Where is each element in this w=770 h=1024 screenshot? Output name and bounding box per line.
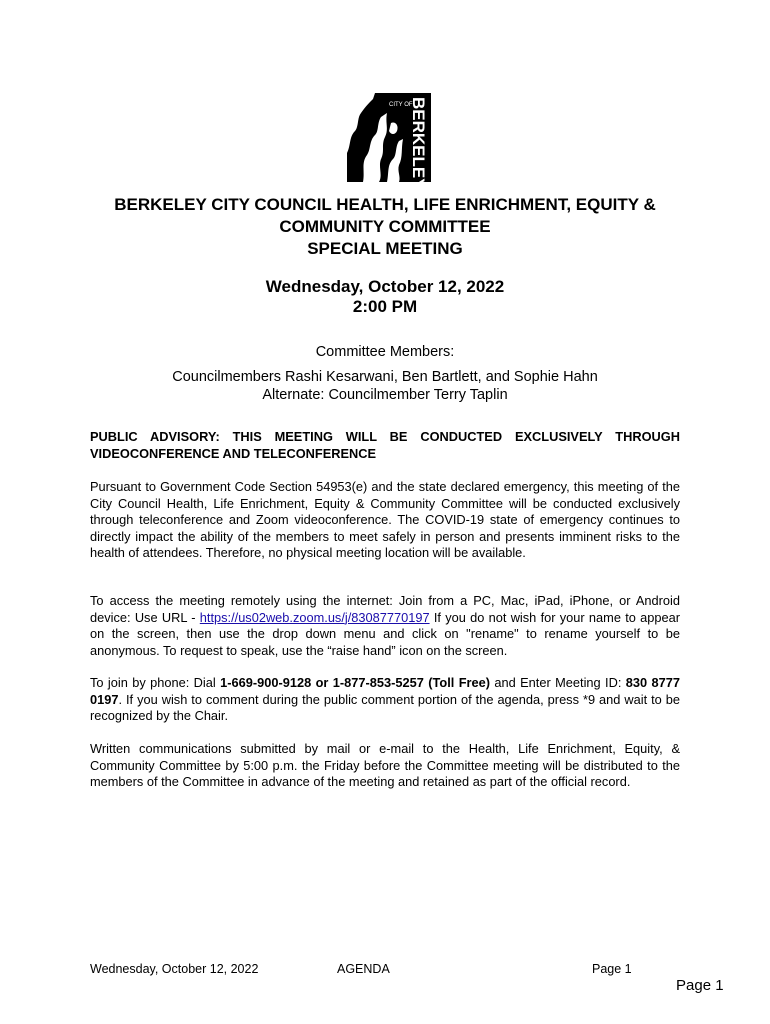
phone-intro: To join by phone: Dial	[90, 675, 221, 690]
meeting-id: 830 8777 0197	[90, 675, 681, 707]
zoom-meeting-link[interactable]: https://us02web.zoom.us/j/83087770197	[199, 609, 430, 625]
meeting-title-line2: COMMUNITY COMMITTEE	[279, 217, 491, 236]
logo-text-city-of: CITY OF	[389, 102, 413, 108]
paragraph-government-code: Pursuant to Government Code Section 54953(e) and the state declared emergency, this meeting of the City Council Health, Life Enrichment, Equity & Community Committee will be conducted exclusively through teleconference and Zoom videoconference. The COVID-19 state of emergency continues to directly impact the ability of the members to meet safely in person and presents imminent risks to the health of attendees. Therefore, no physical meeting location will be available.	[90, 479, 680, 561]
phone-middle: and Enter Meeting ID:	[490, 675, 626, 690]
logo-text-berkeley: BERKELEY	[409, 97, 428, 182]
committee-members-label: Committee Members:	[315, 344, 455, 360]
paragraph-remote-access	[90, 593, 680, 659]
paragraph-written-communications: Written communications submitted by mail or e-mail to the Health, Life Enrichment, Equity, & Community Committee by 5:00 p.m. the Friday before the Committee meeting will be distributed to the members of the Committee in advance of the meeting and retained as part of the official record.	[90, 741, 680, 790]
berkeley-logo-graphic	[343, 93, 431, 182]
meeting-time: 2:00 PM	[352, 297, 418, 316]
committee-alternate: Alternate: Councilmember Terry Taplin	[262, 387, 508, 403]
remote-access-instructions: If you do not wish for your name to appear on the screen, then use the drop down menu and click on "rename" to rename yourself to be anonymous. To request to speak, use the “raise hand” icon on the screen.	[90, 609, 680, 658]
city-of-berkeley-logo	[343, 93, 431, 182]
phone-numbers: 1-669-900-9128 or 1-877-853-5257 (Toll Free)	[220, 675, 490, 690]
footer-page: Page 1	[592, 962, 632, 976]
meeting-date: Wednesday, October 12, 2022	[265, 277, 505, 296]
committee-members-list: Councilmembers Rashi Kesarwani, Ben Bartlett, and Sophie Hahn	[172, 369, 598, 385]
public-advisory: PUBLIC ADVISORY: THIS MEETING WILL BE CONDUCTED EXCLUSIVELY THROUGH VIDEOCONFERENCE AND TELECONFERENCE	[90, 429, 680, 461]
footer-agenda: AGENDA	[337, 962, 390, 976]
paragraph-phone-access	[90, 675, 680, 725]
phone-instructions: . If you wish to comment during the public comment portion of the agenda, press *9 and wait to be recognized by the Chair.	[90, 691, 680, 724]
meeting-type: SPECIAL MEETING	[307, 239, 463, 258]
footer-date: Wednesday, October 12, 2022	[90, 962, 259, 976]
meeting-title-line1: BERKELEY CITY COUNCIL HEALTH, LIFE ENRICHMENT, EQUITY &	[114, 195, 656, 214]
remote-access-text: To access the meeting remotely using the internet: Join from a PC, Mac, iPad, iPhone, or Android device: Use URL -	[90, 593, 680, 625]
page-number-label: Page 1	[676, 977, 724, 994]
